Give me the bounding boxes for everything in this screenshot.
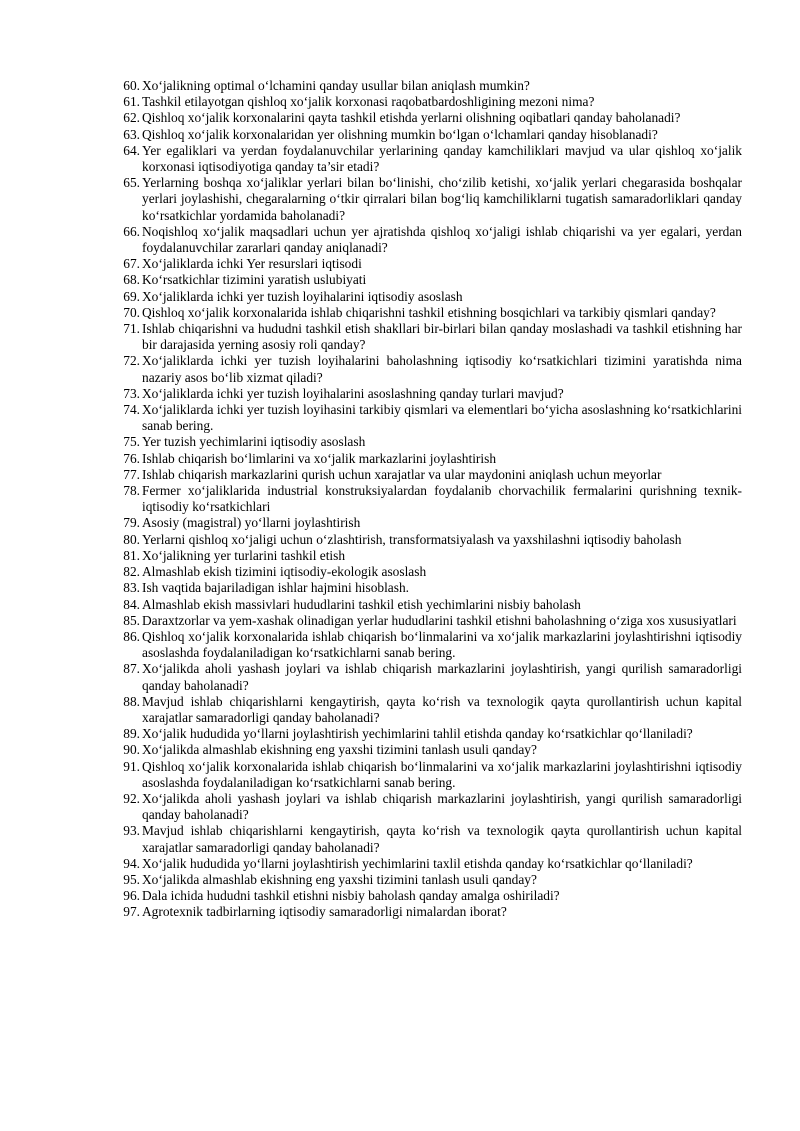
question-number: 68. <box>123 272 140 288</box>
question-text: Yer tuzish yechimlarini iqtisodiy asoslash <box>142 434 366 450</box>
question-number: 91. <box>123 758 140 774</box>
question-item <box>112 289 742 305</box>
question-number: 94. <box>123 855 140 871</box>
question-item <box>112 94 742 110</box>
question-item <box>112 726 742 742</box>
question-number: 73. <box>123 385 140 401</box>
question-number: 74. <box>123 402 140 418</box>
question-text: Xo‘jalikda almashlab ekishning eng yaxshi tizimini tanlash usuli qanday? <box>142 742 537 758</box>
question-number: 92. <box>123 790 140 806</box>
question-number: 97. <box>123 904 140 920</box>
question-text: Noqishloq xo‘jalik maqsadlari uchun yer ajratishda qishloq xo‘jaligi ishlab chiqarishi va yer egalari, yerdan foydalanuvchilar zararlari qanday aniqlanadi? <box>142 223 742 256</box>
question-item <box>112 434 742 450</box>
question-text: Almashlab ekish massivlari hududlarini tashkil etish yechimlarini nisbiy baholash <box>142 596 581 612</box>
question-item <box>112 742 742 758</box>
question-number: 70. <box>123 304 140 320</box>
question-item <box>112 532 742 548</box>
question-item <box>112 661 742 693</box>
question-item <box>112 321 742 353</box>
question-number: 77. <box>123 466 140 482</box>
question-item <box>112 888 742 904</box>
question-list <box>112 78 742 921</box>
question-number: 75. <box>123 434 140 450</box>
question-number: 61. <box>123 94 140 110</box>
question-text: Xo‘jaliklarda ichki yer tuzish loyihalarini asoslashning qanday turlari mavjud? <box>142 385 564 401</box>
question-text: Asosiy (magistral) yo‘llarni joylashtirish <box>142 515 361 531</box>
question-number: 83. <box>123 580 140 596</box>
question-item <box>112 143 742 175</box>
question-number: 76. <box>123 450 140 466</box>
question-text: Ish vaqtida bajariladigan ishlar hajmini hisoblash. <box>142 580 410 596</box>
question-text: Xo‘jalik hududida yo‘llarni joylashtirish yechimlarini tahlil etishda qanday ko‘rsatkichlar qo‘llaniladi? <box>142 726 693 742</box>
question-item <box>112 904 742 920</box>
question-text: Xo‘jalikda aholi yashash joylari va ishlab chiqarish markazlarini joylashtirish, yangi qurilish samaradorligi qanday baholanadi? <box>142 790 742 823</box>
question-number: 96. <box>123 888 140 904</box>
question-item <box>112 694 742 726</box>
question-text: Xo‘jalikda aholi yashash joylari va ishlab chiqarish markazlarini joylashtirish, yangi qurilish samaradorligi qanday baholanadi? <box>142 661 742 693</box>
question-text: Qishloq xo‘jalik korxonalarida ishlab chiqarish bo‘linmalarini va xo‘jalik markazlarini joylashtirishni iqtisodiy asoslashda foydalaniladigan ko‘rsatkichlarni sanab bering. <box>142 628 742 661</box>
question-item <box>112 402 742 434</box>
question-text: Xo‘jaliklarda ichki Yer resurslari iqtisodi <box>142 256 362 272</box>
question-item <box>112 127 742 143</box>
question-text: Ko‘rsatkichlar tizimini yaratish uslubiyati <box>142 272 367 288</box>
question-text: Tashkil etilayotgan qishloq xo‘jalik korxonasi raqobatbardoshligining mezoni nima? <box>142 94 595 110</box>
question-item <box>112 872 742 888</box>
question-text: Xo‘jalikda almashlab ekishning eng yaxshi tizimini tanlash usuli qanday? <box>142 871 537 887</box>
question-text: Xo‘jaliklarda ichki yer tuzish loyihalarini iqtisodiy asoslash <box>142 288 463 304</box>
question-text: Agrotexnik tadbirlarning iqtisodiy samaradorligi nimalardan iborat? <box>142 904 507 920</box>
question-number: 93. <box>123 823 140 839</box>
question-number: 85. <box>123 612 140 628</box>
question-number: 65. <box>123 175 140 191</box>
question-number: 80. <box>123 531 140 547</box>
question-text: Yer egaliklari va yerdan foydalanuvchilar yerlarining qanday kamchiliklari mavjud va ular qishloq xo‘jalik korxonasi iqtisodiyotiga qanday ta’sir etadi? <box>142 142 742 175</box>
question-item <box>112 580 742 596</box>
question-item <box>112 791 742 823</box>
question-number: 72. <box>123 353 140 369</box>
question-item <box>112 110 742 126</box>
question-text: Yerlarning boshqa xo‘jaliklar yerlari bilan bo‘linishi, cho‘zilib ketishi, xo‘jalik yerlari chegarasida boshqalar yerlari joylashishi, chegaralarning o‘tkir qirralari bilan bog‘liq kamchiliklarni tugatish samaradorliklari qanday ko‘rsatkichlar yordamida baholanadi? <box>142 175 742 223</box>
question-text: Ishlab chiqarishni va hududni tashkil etish shakllari bir-birlari bilan qanday moslashadi va tashkil etishning har bir darajasida yerning asosiy roli qanday? <box>142 321 742 353</box>
question-number: 87. <box>123 661 140 677</box>
question-number: 78. <box>123 483 140 499</box>
question-number: 62. <box>123 110 140 126</box>
question-item <box>112 256 742 272</box>
question-number: 88. <box>123 693 140 709</box>
question-number: 71. <box>123 321 140 337</box>
question-item <box>112 856 742 872</box>
question-item <box>112 759 742 791</box>
question-item <box>112 515 742 531</box>
question-item <box>112 613 742 629</box>
question-number: 84. <box>123 596 140 612</box>
question-text: Almashlab ekish tizimini iqtisodiy-ekologik asoslash <box>142 564 427 580</box>
question-number: 60. <box>123 78 140 93</box>
question-number: 79. <box>123 515 140 531</box>
question-number: 89. <box>123 726 140 742</box>
question-text: Xo‘jalikning optimal o‘lchamini qanday usullar bilan aniqlash mumkin? <box>142 78 530 93</box>
question-item <box>112 224 742 256</box>
question-item <box>112 467 742 483</box>
question-item <box>112 629 742 661</box>
question-number: 82. <box>123 564 140 580</box>
question-item <box>112 353 742 385</box>
question-number: 63. <box>123 126 140 142</box>
question-text: Mavjud ishlab chiqarishlarni kengaytirish, qayta ko‘rish va texnologik qayta qurollantirish uchun kapital xarajatlar samaradorligi qanday baholanadi? <box>142 823 742 855</box>
question-text: Xo‘jaliklarda ichki yer tuzish loyihasini tarkibiy qismlari va elementlari bo‘yicha asoslashning ko‘rsatkichlarini sanab bering. <box>142 402 742 434</box>
question-text: Xo‘jaliklarda ichki yer tuzish loyihalarini baholashning iqtisodiy ko‘rsatkichlari tizimini yaratishda nima nazariy asos bo‘lib xizmat qiladi? <box>142 353 742 385</box>
question-item <box>112 823 742 855</box>
question-item <box>112 597 742 613</box>
question-item <box>112 483 742 515</box>
question-number: 81. <box>123 547 140 563</box>
question-text: Daraxtzorlar va yem-xashak olinadigan yerlar hududlarini tashkil etishni baholashning o‘ziga xos xususiyatlari <box>142 612 737 628</box>
question-number: 90. <box>123 742 140 758</box>
question-item <box>112 564 742 580</box>
question-text: Qishloq xo‘jalik korxonalaridan yer olishning mumkin bo‘lgan o‘lchamlari qanday hisoblanadi? <box>142 126 658 142</box>
question-number: 66. <box>123 223 140 239</box>
question-text: Dala ichida hududni tashkil etishni nisbiy baholash qanday amalga oshiriladi? <box>142 888 560 904</box>
question-text: Qishloq xo‘jalik korxonalarini qayta tashkil etishda yerlarni olishning oqibatlari qanday baholanadi? <box>142 110 681 126</box>
question-item <box>112 175 742 224</box>
question-number: 86. <box>123 628 140 644</box>
question-number: 69. <box>123 288 140 304</box>
question-number: 67. <box>123 256 140 272</box>
question-text: Mavjud ishlab chiqarishlarni kengaytirish, qayta ko‘rish va texnologik qayta qurollantirish uchun kapital xarajatlar samaradorligi qanday baholanadi? <box>142 693 742 725</box>
question-text: Qishloq xo‘jalik korxonalarida ishlab chiqarishni tashkil etishning bosqichlari va tarkibiy qismlari qanday? <box>142 304 716 320</box>
question-text: Ishlab chiqarish bo‘limlarini va xo‘jalik markazlarini joylashtirish <box>142 450 497 466</box>
question-text: Xo‘jalik hududida yo‘llarni joylashtirish yechimlarini taxlil etishda qanday ko‘rsatkichlar qo‘llaniladi? <box>142 855 693 871</box>
question-item <box>112 386 742 402</box>
question-text: Ishlab chiqarish markazlarini qurish uchun xarajatlar va ular maydonini aniqlash uchun meyorlar <box>142 466 662 482</box>
question-text: Fermer xo‘jaliklarida industrial konstruksiyalardan foydalanib chorvachilik fermalarini qurishning texnik-iqtisodiy ko‘rsatkichlari <box>142 483 742 515</box>
question-text: Yerlarni qishloq xo‘jaligi uchun o‘zlashtirish, transformatsiyalash va yaxshilashni iqtisodiy baholash <box>142 531 682 547</box>
question-item <box>112 272 742 288</box>
question-item <box>112 78 742 94</box>
question-number: 64. <box>123 142 140 158</box>
question-number: 95. <box>123 871 140 887</box>
question-item <box>112 548 742 564</box>
question-text: Xo‘jalikning yer turlarini tashkil etish <box>142 547 346 563</box>
question-item <box>112 451 742 467</box>
question-text: Qishloq xo‘jalik korxonalarida ishlab chiqarish bo‘linmalarini va xo‘jalik markazlarini joylashtirishni iqtisodiy asoslashda foydalaniladigan ko‘rsatkichlarni sanab bering. <box>142 758 742 790</box>
question-item <box>112 305 742 321</box>
